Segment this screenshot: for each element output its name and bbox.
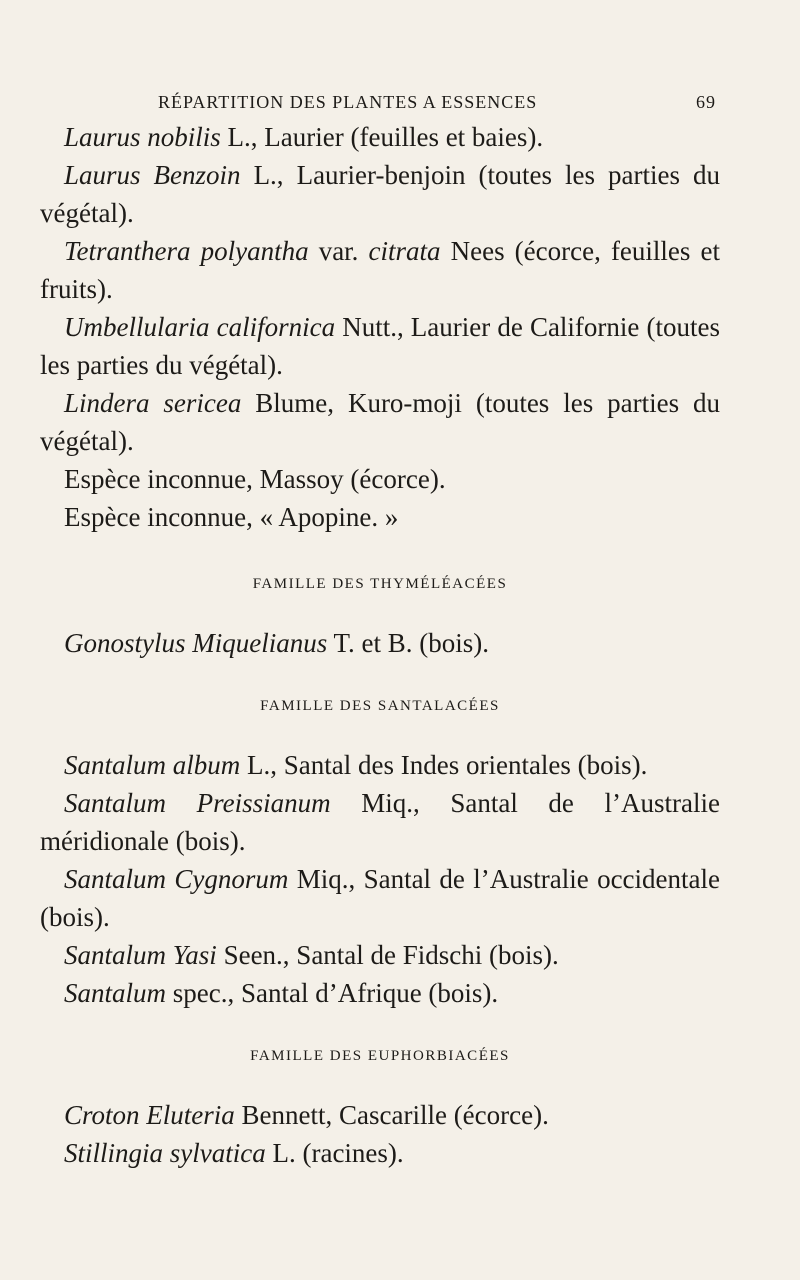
entry [40,156,720,232]
entry [40,1134,720,1172]
entry [40,784,720,860]
entry-text: Espèce inconnue, « Apopine. » [64,502,399,532]
entry-text: L., Santal des Indes orientales (bois). [240,750,648,780]
species-name: Lindera sericea [64,388,242,418]
entry-text: Nutt., Laurier de Californie (toutes les parties du végétal). [40,312,720,380]
entry-text: Bennett, Cascarille (écorce). [234,1100,549,1130]
entry-text: L. (racines). [265,1138,404,1168]
species-name: Santalum [64,978,167,1008]
entry [40,498,720,536]
entry-text: T. et B. (bois). [327,628,489,658]
species-name: Santalum Preissianum [64,788,331,818]
entry [40,1096,720,1134]
entry [40,384,720,460]
entry [40,860,720,936]
entry [40,936,720,974]
species-name: Tetranthera polyantha [64,236,309,266]
species-name: Laurus Benzoin [64,160,241,190]
entry-text: L., Laurier-benjoin (toutes les parties du végétal). [40,160,720,228]
entry [40,974,720,1012]
entry-text: var. [308,236,369,266]
species-name: Gonostylus Miquelianus [64,628,328,658]
variety-name: citrata [368,236,441,266]
entry [40,624,720,662]
species-name: Laurus nobilis [64,122,221,152]
family-heading: FAMILLE DES THYMÉLÉACÉES [252,576,508,592]
entry-text: L., Laurier (feuilles et baies). [220,122,544,152]
species-name: Stillingia sylvatica [64,1138,266,1168]
species-name: Santalum Cygnorum [64,864,289,894]
family-heading: FAMILLE DES SANTALACÉES [260,698,500,714]
entry-text: Miq., Santal de l’Australie occidentale (bois). [40,864,720,932]
species-name: Santalum album [64,750,241,780]
running-title: RÉPARTITION DES PLANTES A ESSENCES [158,92,538,112]
species-name: Umbellularia californica [64,312,336,342]
species-name: Croton Eluteria [64,1100,235,1130]
page-body [40,118,720,1172]
entry-text: spec., Santal d’Afrique (bois). [166,978,499,1008]
family-heading: FAMILLE DES EUPHORBIACÉES [250,1048,510,1064]
entry-text: Espèce inconnue, Massoy (écorce). [64,464,446,494]
entry [40,232,720,308]
entry [40,308,720,384]
entry [40,460,720,498]
entry-text: Nees (écorce, feuilles et fruits). [40,236,720,304]
entry-text: Seen., Santal de Fidschi (bois). [216,940,559,970]
species-name: Santalum Yasi [64,940,217,970]
entry [40,118,720,156]
entry-text: Miq., Santal de l’Australie méridionale (bois). [40,788,720,856]
entry-text: Blume, Kuro-moji (toutes les parties du végétal). [40,388,720,456]
page-number: 69 [696,92,716,112]
entry [40,746,720,784]
